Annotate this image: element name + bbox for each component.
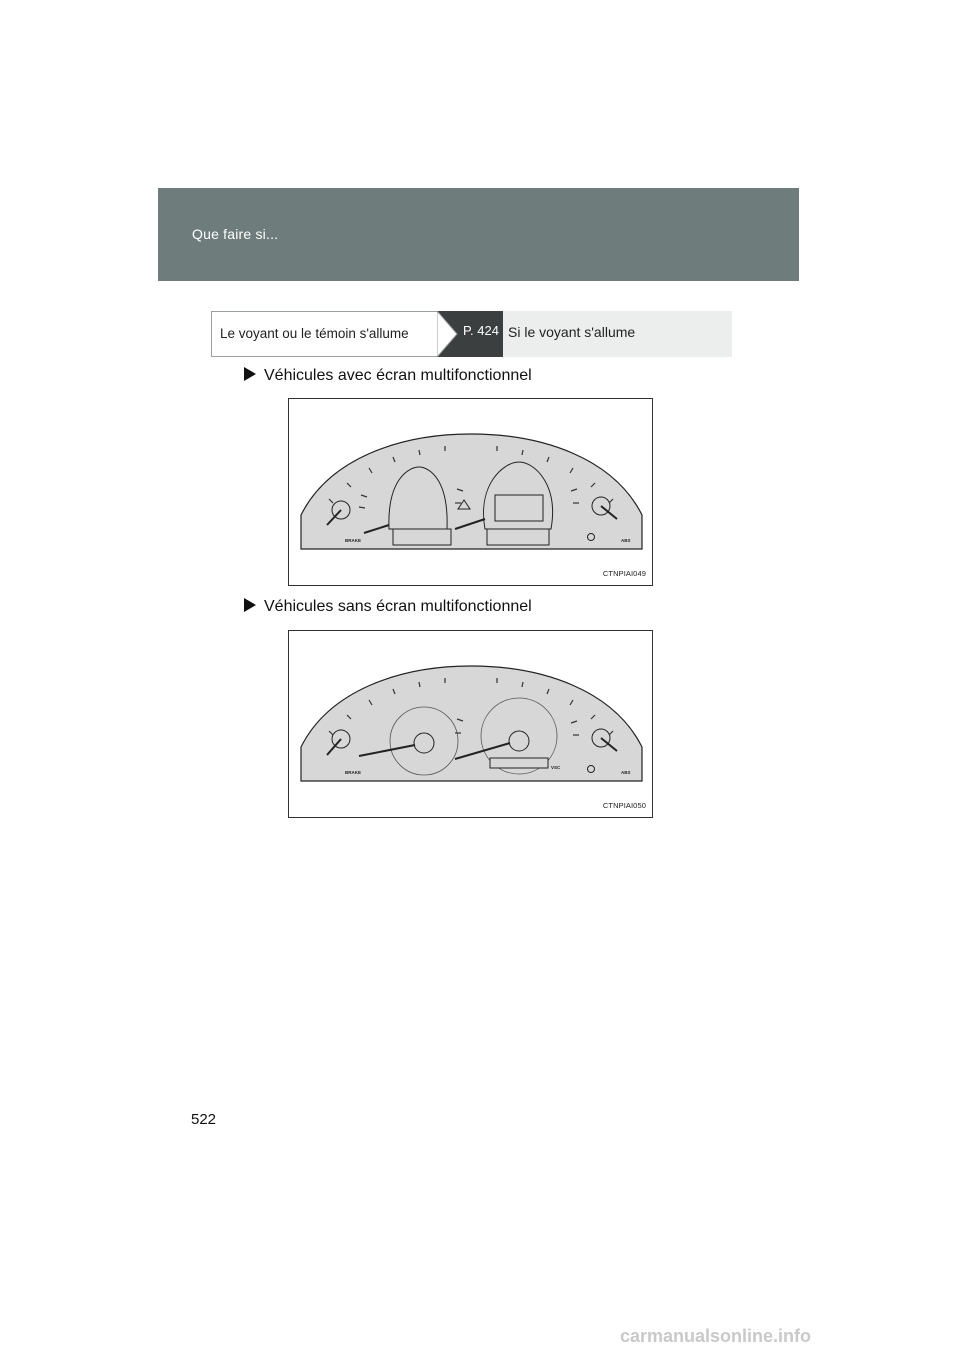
abs-label: ABS	[621, 538, 631, 543]
instrument-cluster-multi-display	[289, 399, 654, 587]
instrument-cluster-standard	[289, 631, 654, 819]
brake-label: BRAKE	[345, 770, 362, 775]
chapter-title: Que faire si...	[192, 226, 279, 242]
triangle-bullet-icon	[244, 598, 256, 612]
section-caption-2: Véhicules sans écran multifonctionnel	[244, 598, 532, 616]
page-number: 522	[191, 1111, 217, 1128]
header-band	[158, 188, 799, 281]
watermark: carmanualsonline.info	[620, 1326, 812, 1346]
figure-code: CTNPIAI049	[602, 569, 646, 578]
reference-topic-label: Le voyant ou le témoin s'allume	[220, 326, 409, 341]
reference-target-label: Si le voyant s'allume	[508, 324, 636, 340]
reference-topic	[211, 311, 439, 357]
triangle-bullet-icon	[244, 367, 256, 381]
page-reference-link[interactable]: P. 424	[459, 311, 503, 357]
cluster-illustration-1	[288, 398, 653, 586]
abs-label: ABS	[621, 770, 631, 775]
vsc-label: VSC	[551, 765, 561, 770]
brake-label: BRAKE	[345, 538, 362, 543]
cluster-illustration-2	[288, 630, 653, 818]
reference-bar	[211, 311, 732, 357]
section-caption-1: Véhicules avec écran multifonctionnel	[244, 367, 532, 385]
chevron-right-icon	[437, 311, 459, 357]
figure-code: CTNPIAI050	[602, 801, 646, 810]
